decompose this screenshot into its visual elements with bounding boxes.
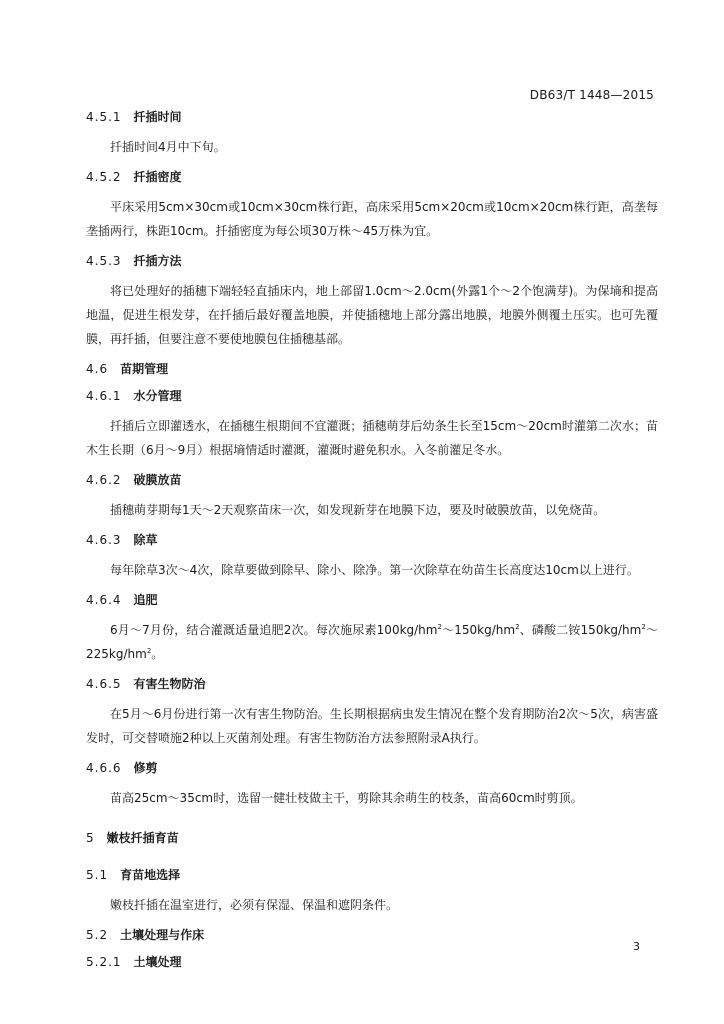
heading-4-6-3 [86, 531, 658, 549]
paragraph: 每年除草3次～4次，除草要做到除早、除小、除净。第一次除草在幼苗生长高度达10cm以上进行。 [110, 563, 639, 577]
paragraph: 扦插时间4月中下旬。 [110, 140, 226, 154]
heading-4-6-6 [86, 759, 658, 777]
heading-number: 4.5.3 [86, 254, 122, 268]
heading-title: 育苗地选择 [120, 868, 181, 882]
heading-title: 土壤处理与作床 [120, 928, 205, 942]
heading-4-6-2 [86, 471, 658, 489]
heading-title: 修剪 [133, 761, 158, 775]
heading-title: 追肥 [133, 593, 158, 607]
paragraph: 扦插后立即灌透水，在插穗生根期间不宜灌溉；插穗萌芽后幼条生长至15cm～20cm时灌第二次水；苗木生长期（6月～9月）根据墒情适时灌溉，灌溉时避免积水。入冬前灌足冬水。 [86, 419, 658, 457]
heading-title: 扦插时间 [133, 110, 182, 124]
heading-number: 5.1 [86, 868, 109, 882]
heading-4-5-1 [86, 108, 658, 126]
heading-4-6 [86, 360, 658, 378]
heading-title: 嫩枝扦插育苗 [106, 831, 179, 845]
heading-title: 扦插方法 [133, 254, 182, 268]
page-number: 3 [633, 940, 640, 953]
heading-title: 苗期管理 [120, 362, 169, 376]
heading-5-2-1 [86, 953, 658, 971]
paragraph: 苗高25cm～35cm时，选留一健壮枝做主干，剪除其余萌生的枝条，苗高60cm时剪顶。 [110, 791, 583, 805]
paragraph: 平床采用5cm×30cm或10cm×30cm株行距，高床采用5cm×20cm或10cm×20cm株行距，高垄每垄插两行，株距10cm。扦插密度为每公顷30万株～45万株为宜。 [86, 200, 658, 238]
heading-4-5-3 [86, 252, 658, 270]
paragraph: 嫩枝扦插在温室进行，必须有保湿、保温和遮阴条件。 [110, 898, 399, 912]
heading-number: 5.2.1 [86, 955, 122, 969]
heading-title: 破膜放苗 [133, 473, 182, 487]
heading-title: 有害生物防治 [133, 677, 206, 691]
paragraph-fertilizer: 6月～7月份，结合灌溉适量追肥2次。每次施尿素$100kg/hm^2\sim 150kg/hm^2$、磷酸二铵$150kg/hm^2\sim 225kg/hm^2$。 [86, 623, 658, 661]
heading-4-6-1 [86, 387, 658, 405]
heading-number: 4.5.2 [86, 170, 122, 184]
heading-number: 4.6 [86, 362, 109, 376]
heading-4-6-4 [86, 591, 658, 609]
heading-5 [86, 829, 658, 847]
standard-code: DB63/T 1448—2015 [529, 88, 654, 102]
paragraph: 插穗萌芽期每1天～2天观察苗床一次，如发现新芽在地膜下边，要及时破膜放苗，以免烧苗。 [110, 503, 606, 517]
heading-title: 扦插密度 [133, 170, 182, 184]
heading-title: 土壤处理 [133, 955, 182, 969]
heading-number: 4.6.2 [86, 473, 122, 487]
document-body [86, 108, 658, 971]
heading-number: 4.5.1 [86, 110, 122, 124]
heading-5-1 [86, 866, 658, 884]
heading-number: 4.6.6 [86, 761, 122, 775]
heading-title: 水分管理 [133, 389, 182, 403]
heading-number: 4.6.1 [86, 389, 122, 403]
paragraph: 在5月～6月份进行第一次有害生物防治。生长期根据病虫发生情况在整个发育期防治2次～5次，病害盛发时，可交替喷施2种以上灭菌剂处理。有害生物防治方法参照附录A执行。 [86, 707, 658, 745]
heading-number: 4.6.5 [86, 677, 122, 691]
heading-number: 5.2 [86, 928, 109, 942]
heading-5-2 [86, 926, 658, 944]
heading-title: 除草 [133, 533, 158, 547]
heading-number: 4.6.3 [86, 533, 122, 547]
heading-number: 4.6.4 [86, 593, 122, 607]
heading-4-6-5 [86, 675, 658, 693]
paragraph: 将已处理好的插穗下端轻轻直插床内，地上部留1.0cm～2.0cm(外露1个～2个饱满芽)。为保墒和提高地温，促进生根发芽，在扦插后最好覆盖地膜，并使插穗地上部分露出地膜，地膜外侧覆土压实。也可先覆膜，再扦插，但要注意不要使地膜包住插穗基部。 [86, 284, 658, 346]
heading-4-5-2 [86, 168, 658, 186]
heading-number: 5 [86, 831, 95, 845]
